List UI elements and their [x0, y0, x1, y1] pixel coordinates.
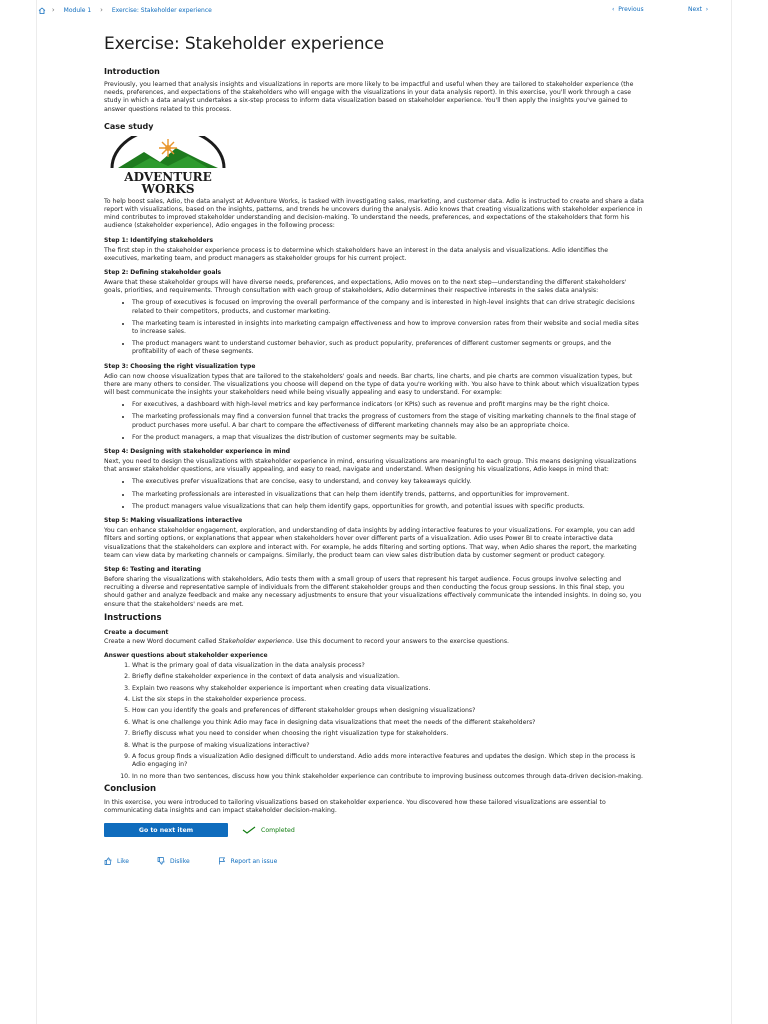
next-button[interactable]: [688, 6, 708, 13]
report-issue-button[interactable]: [218, 857, 278, 865]
checkmark-icon: [242, 826, 256, 834]
next-label: Next: [688, 6, 702, 13]
top-navigation: [0, 0, 768, 22]
question-item: 10. In no more than two sentences, discuss how you think stakeholder experience can contribute to improving business outcomes through data-driven decision-making.: [132, 773, 644, 781]
main-content: [104, 34, 644, 865]
question-item: 3. Explain two reasons why stakeholder experience is important when creating data visualizations.: [132, 685, 644, 693]
logo-text-line1: ADVENTURE: [124, 169, 212, 184]
completed-label: Completed: [261, 826, 295, 834]
question-item: 9. A focus group finds a visualization Adio designed difficult to understand. Adio adds more interactive features and updates the design. Which step in the process is Adio engaging in?: [132, 753, 644, 769]
like-label: Like: [117, 857, 129, 865]
step4-text: Next, you need to design the visualizations with stakeholder experience in mind, ensuring visualizations are meaningful to each group. This means designing visualizations that answer stakeholder questions, are visually appealing, and easy to read, navigate and understand. When designing his visualizations, Adio keeps in mind that:: [104, 458, 637, 474]
step3-text: Adio can now choose visualization types that are tailored to the stakeholders' goals and needs. Bar charts, line charts, and pie charts are common visualization types, but there are many others to consider. The visualizations you choose will depend on the type of data you're working with. You also have to think about which visualization types will best communicate the insights your stakeholders need while being visually appealing and easy to understand. For example:: [104, 372, 639, 397]
step3-heading: Step 3: Choosing the right visualization type: [104, 362, 256, 370]
list-item: • The marketing team is interested in insights into marketing campaign effectiveness and how to improve conversion rates from their website and social media sites to increase sales.: [132, 320, 644, 336]
step6-heading: Step 6: Testing and iterating: [104, 565, 202, 573]
dislike-label: Dislike: [169, 857, 190, 865]
question-item: 7. Briefly discuss what you need to consider when choosing the right visualization type for stakeholders.: [132, 730, 644, 738]
instructions-heading: Instructions: [104, 612, 162, 623]
chevron-right-icon: ›: [51, 6, 55, 14]
chevron-left-icon: ‹: [612, 6, 619, 13]
report-label: Report an issue: [230, 857, 278, 865]
conclusion-text: In this exercise, you were introduced to tailoring visualizations based on stakeholder experience. You discovered how these tailored visualizations are essential to communicating data insights and can impact stakeholder decision-making.: [104, 799, 606, 815]
step1-heading: Step 1: Identifying stakeholders: [104, 236, 214, 244]
page-title: Exercise: Stakeholder experience: [104, 34, 385, 54]
flag-icon: [218, 857, 226, 865]
question-item: 8. What is the purpose of making visualizations interactive?: [132, 742, 644, 750]
case-study-heading: Case study: [104, 121, 154, 131]
step5-heading: Step 5: Making visualizations interactive: [104, 517, 243, 525]
list-item: • The marketing professionals are interested in visualizations that can help them identify trends, patterns, and opportunities for improvement.: [132, 491, 644, 499]
step5-text: You can enhance stakeholder engagement, exploration, and understanding of data insights by adding interactive features to your visualizations. For example, you can add filters and sorting options, or explanations that appear when stakeholders hover over different parts of a visualization. Adio uses Power BI to create interactive data visualizations that the stakeholders can explore and interact with. For example, he adds filtering and sorting options. That way, when Adio shares the report, the marketing team can view data by marketing channels or campaigns. Similarly, the product team can view sales distribution data by customer segment or product category.: [104, 527, 637, 559]
question-item: 6. What is one challenge you think Adio may face in designing data visualizations that meet the needs of the different stakeholders?: [132, 719, 644, 727]
create-text-pre: Create a new Word document called: [104, 637, 219, 645]
like-button[interactable]: [104, 857, 129, 865]
step6-text: Before sharing the visualizations with stakeholders, Adio tests them with a small group of users that represent his target audience. Focus groups involve selecting and recruiting a diverse and representative sample of individuals from the different stakeholder groups and then conducting the focus group sessions. In this final step, you should gather and analyze feedback and make any necessary adjustments to ensure that your visualizations effectively communicate the intended insights. In doing so, you ensure that the stakeholders' needs are met.: [104, 575, 642, 608]
list-item: • The executives prefer visualizations that are concise, easy to understand, and convey key takeaways quickly.: [132, 478, 644, 486]
create-document-heading: Create a document: [104, 628, 169, 636]
list-item: • The product managers value visualizations that can help them identify gaps, opportunities for growth, and potential issues with specific products.: [132, 503, 644, 511]
dislike-button[interactable]: [157, 857, 190, 865]
list-item: • The product managers want to understand customer behavior, such as product popularity, preferences of different customer segments or groups, and the profitability of each of these segments.: [132, 340, 644, 356]
step2-heading: Step 2: Defining stakeholder goals: [104, 269, 222, 277]
adventure-works-logo: [104, 136, 232, 196]
previous-label: Previous: [618, 6, 644, 13]
step2-list: [104, 299, 644, 356]
list-item: • The group of executives is focused on improving the overall performance of the company and is interested in high-level insights that can drive strategic decisions related to their competitors, products, and customer marketing.: [132, 299, 644, 315]
breadcrumb-current[interactable]: Exercise: Stakeholder experience: [111, 7, 212, 14]
thumbs-up-icon: [104, 857, 112, 865]
intro-text: Previously, you learned that analysis insights and visualizations in reports are more likely to be impactful and useful when they are tailored to stakeholder experience (the needs, preferences, and expectations of the stakeholders who will engage with the visualizations in your data analysis report). In this exercise, you'll work through a case study in which a data analyst undertakes a six-step process to inform data visualization based on stakeholder experience. You'll then apply the insights you've gained to answer questions related to this process.: [104, 81, 634, 113]
home-icon[interactable]: [38, 7, 46, 14]
step2-text: Aware that these stakeholder groups will have diverse needs, preferences, and expectations, Adio moves on to the next step—understanding the different stakeholders' goals, priorities, and requirements. Through consultation with each group of stakeholders, Adio determines their respective interests in the sales data analysis:: [104, 279, 627, 295]
question-item: 1. What is the primary goal of data visualization in the data analysis process?: [132, 662, 644, 670]
step1-text: The first step in the stakeholder experience process is to determine which stakeholders have an interest in the data analysis and visualizations. Adio identifies the executives, marketing team, and product managers as stakeholder groups for his current project.: [104, 246, 609, 262]
breadcrumb-module[interactable]: Module 1: [63, 7, 92, 14]
step4-list: [104, 478, 644, 511]
breadcrumb: [38, 6, 215, 14]
question-item: 4. List the six steps in the stakeholder experience process.: [132, 696, 644, 704]
step4-heading: Step 4: Designing with stakeholder experience in mind: [104, 448, 291, 456]
item-actions: [104, 823, 644, 837]
questions-heading: Answer questions about stakeholder experience: [104, 651, 268, 659]
chevron-right-icon: ›: [701, 6, 709, 13]
feedback-bar: [104, 857, 644, 865]
create-document-text: [104, 638, 644, 646]
list-item: • For executives, a dashboard with high-level metrics and key performance indicators (or KPIs) such as revenue and profit margins may be the right choice.: [132, 401, 644, 409]
document-name: Stakeholder experience: [218, 637, 293, 645]
step3-list: [104, 401, 644, 442]
case-study-text: To help boost sales, Adio, the data analyst at Adventure Works, is tasked with investigating sales, marketing, and customer data. Adio is instructed to create and share a data report with visualizations, based on the insights, patterns, and trends he uncovers during the analysis. Adio knows that creating visualizations with stakeholder experience in mind contributes to improved stakeholder understanding and decision-making. To understand the needs, preferences, and expectations of the stakeholders that form his audience (stakeholder experience), Adio engages in the following process:: [104, 197, 644, 230]
list-item: • For the product managers, a map that visualizes the distribution of customer segments may be suitable.: [132, 434, 644, 442]
intro-heading: Introduction: [104, 67, 160, 76]
go-to-next-item-button[interactable]: Go to next item: [104, 823, 228, 837]
questions-list: [104, 662, 644, 781]
previous-button[interactable]: [612, 6, 644, 13]
conclusion-heading: Conclusion: [104, 784, 156, 795]
question-item: 5. How can you identify the goals and preferences of different stakeholder groups when designing visualizations?: [132, 707, 644, 715]
list-item: • The marketing professionals may find a conversion funnel that tracks the progress of customers from the stage of visiting marketing channels to the final stage of product purchases more useful. A bar chart to compare the effectiveness of different marketing channels may also be an appropriate choice.: [132, 413, 644, 429]
completed-status: [242, 826, 295, 834]
thumbs-down-icon: [157, 857, 165, 865]
create-text-post: . Use this document to record your answers to the exercise questions.: [292, 637, 510, 645]
question-item: 2. Briefly define stakeholder experience in the context of data analysis and visualization.: [132, 673, 644, 681]
logo-text-line2: WORKS: [141, 181, 195, 196]
chevron-right-icon: ›: [100, 6, 103, 14]
